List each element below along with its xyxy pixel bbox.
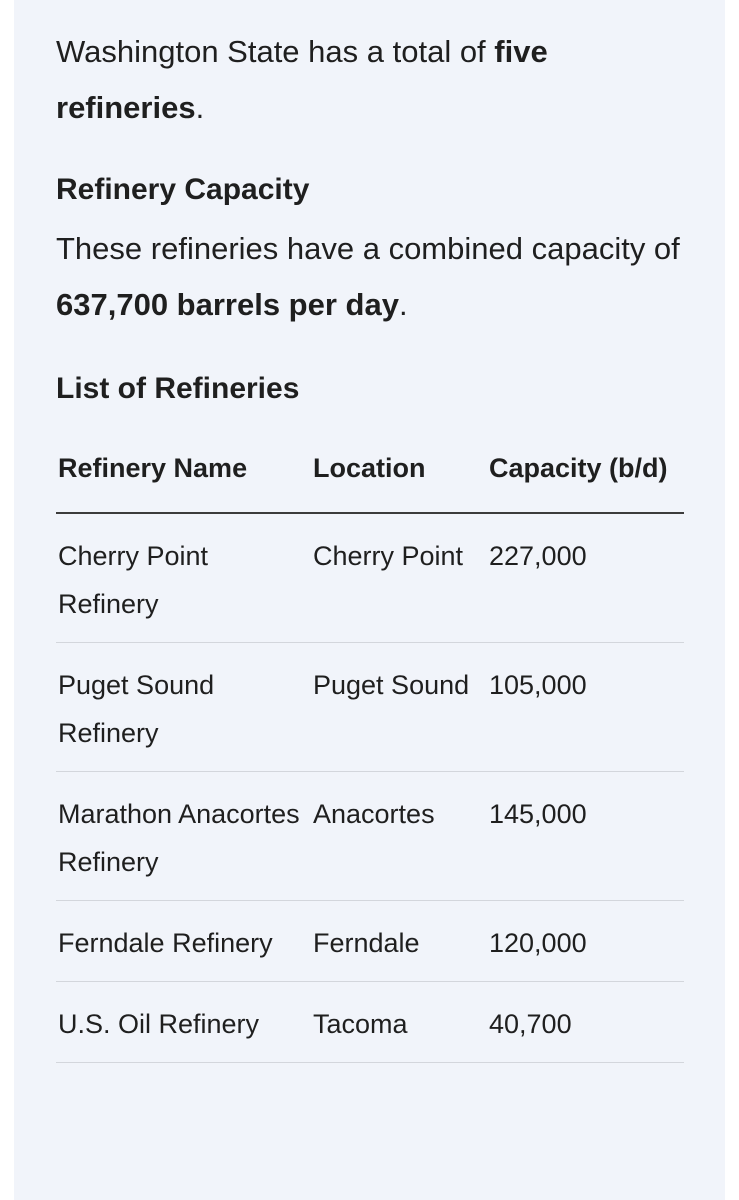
capacity-text: These refineries have a combined capacity of — [56, 231, 680, 266]
intro-suffix: . — [195, 90, 205, 125]
refinery-name-cell: Ferndale Refinery — [56, 901, 311, 982]
refinery-name-cell: U.S. Oil Refinery — [56, 982, 311, 1063]
refinery-capacity-cell: 40,700 — [487, 982, 684, 1063]
column-header-capacity: Capacity (b/d) — [487, 440, 684, 513]
capacity-heading: Refinery Capacity — [56, 173, 310, 206]
refinery-location-cell: Cherry Point — [311, 513, 487, 643]
refinery-location-cell: Anacortes — [311, 772, 487, 901]
refinery-name-cell: Cherry Point Refinery — [56, 513, 311, 643]
refinery-location-cell: Puget Sound — [311, 643, 487, 772]
column-header-name: Refinery Name — [56, 440, 311, 513]
capacity-paragraph — [56, 221, 684, 333]
capacity-suffix: . — [398, 287, 408, 322]
refinery-location-cell: Tacoma — [311, 982, 487, 1063]
table-row — [56, 513, 684, 643]
response-card — [14, 0, 725, 1200]
intro-text: Washington State has a total of — [56, 34, 495, 69]
refinery-capacity-cell: 105,000 — [487, 643, 684, 772]
list-heading: List of Refineries — [56, 372, 300, 405]
refinery-capacity-cell: 145,000 — [487, 772, 684, 901]
refinery-name-cell: Marathon Anacortes Refinery — [56, 772, 311, 901]
table-header-row — [56, 440, 684, 513]
table-row — [56, 901, 684, 982]
refineries-table — [56, 440, 684, 1063]
intro-highlight: five refineries — [56, 34, 548, 125]
table-row — [56, 982, 684, 1063]
refinery-location-cell: Ferndale — [311, 901, 487, 982]
refinery-capacity-cell: 227,000 — [487, 513, 684, 643]
capacity-highlight: 637,700 barrels per day — [56, 287, 399, 322]
intro-paragraph — [56, 24, 684, 136]
refinery-capacity-cell: 120,000 — [487, 901, 684, 982]
column-header-location: Location — [311, 440, 487, 513]
refinery-name-cell: Puget Sound Refinery — [56, 643, 311, 772]
table-row — [56, 643, 684, 772]
table-row — [56, 772, 684, 901]
